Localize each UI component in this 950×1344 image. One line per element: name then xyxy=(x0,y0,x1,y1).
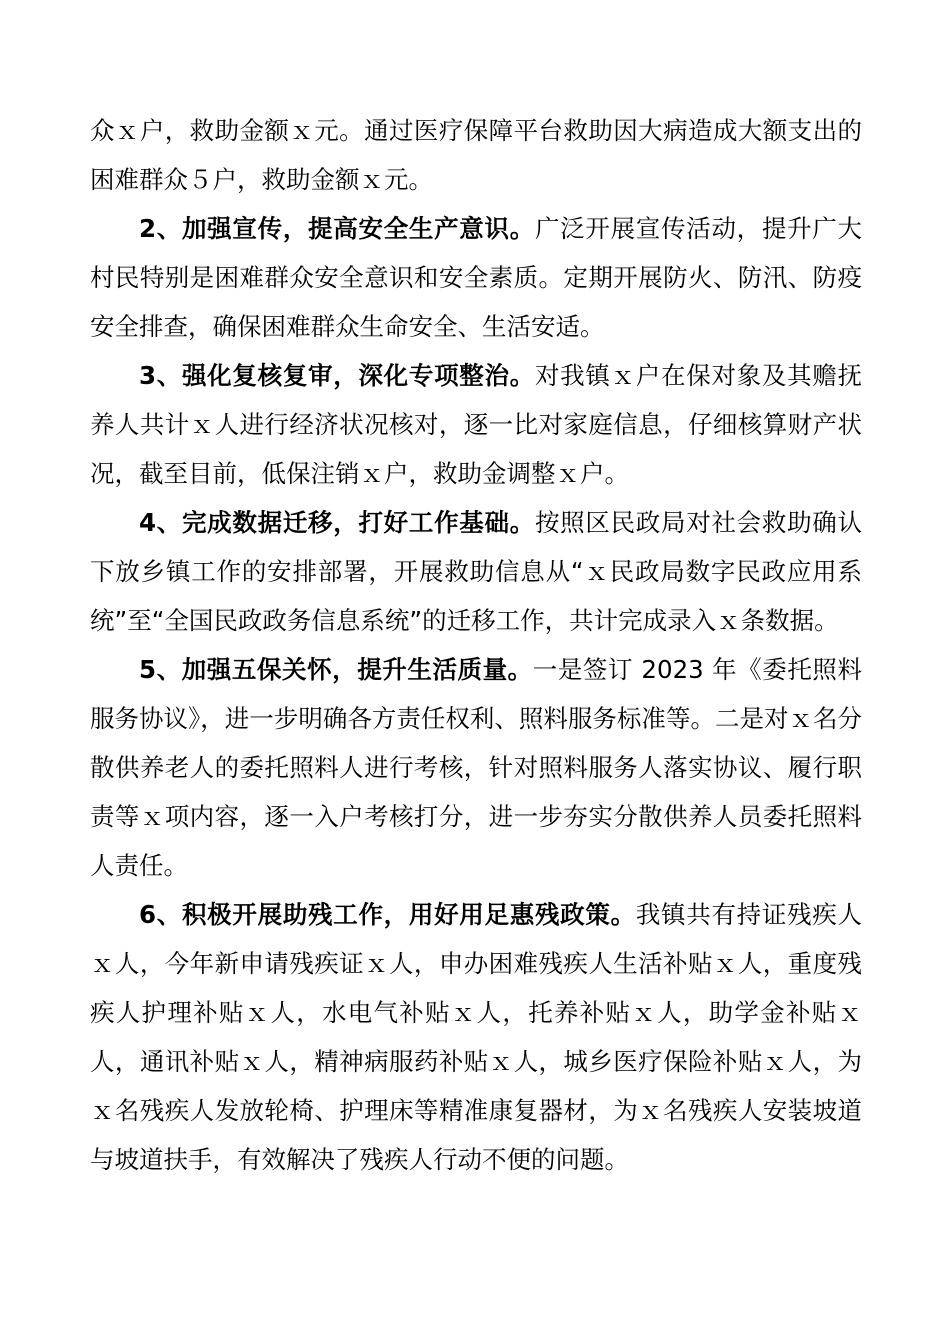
paragraph-continuation xyxy=(90,106,862,204)
paragraph-heading: 5、加强五保关怀，提升生活质量。 xyxy=(139,655,533,684)
paragraph-body: 对我镇ｘ户在保对象及其赡抚养人共计ｘ人进行经济状况核对，逐一比对家庭信息，仔细核算财产状况，截至目前，低保注销ｘ户，救助金调整ｘ户。 xyxy=(90,361,863,488)
paragraph-heading: 2、加强宣传，提高安全生产意识。 xyxy=(139,214,535,243)
paragraph-item-2 xyxy=(90,204,862,351)
paragraph-heading: 6、积极开展助残工作，用好用足惠残政策。 xyxy=(139,900,636,929)
paragraph-item-4 xyxy=(90,498,862,645)
paragraph-item-3 xyxy=(90,351,862,498)
paragraph-body: 众ｘ户，救助金额ｘ元。通过医疗保障平台救助因大病造成大额支出的困难群众５户，救助金额ｘ元。 xyxy=(90,116,862,194)
paragraph-heading: 3、强化复核复审，深化专项整治。 xyxy=(139,361,535,390)
document-page xyxy=(90,106,862,1184)
paragraph-item-6 xyxy=(90,890,862,1184)
paragraph-body: 按照区民政局对社会救助确认下放乡镇工作的安排部署，开展救助信息从“ｘ民政局数字民政应用系统”至“全国民政政务信息系统”的迁移工作，共计完成录入ｘ条数据。 xyxy=(90,508,863,635)
paragraph-heading: 4、完成数据迁移，打好工作基础。 xyxy=(139,508,535,537)
paragraph-body: 广泛开展宣传活动，提升广大村民特别是困难群众安全意识和安全素质。定期开展防火、防汛、防疫安全排查，确保困难群众生命安全、生活安适。 xyxy=(90,214,863,341)
paragraph-body: 一是签订 2023 年《委托照料服务协议》，进一步明确各方责任权利、照料服务标准等。二是对ｘ名分散供养老人的委托照料人进行考核，针对照料服务人落实协议、履行职责等ｘ项内容，逐一入户考核打分，进一步夯实分散供养人员委托照料人责任。 xyxy=(90,655,862,880)
paragraph-item-5 xyxy=(90,645,862,890)
paragraph-body: 我镇共有持证残疾人ｘ人，今年新申请残疾证ｘ人，申办困难残疾人生活补贴ｘ人，重度残疾人护理补贴ｘ人，水电气补贴ｘ人，托养补贴ｘ人，助学金补贴ｘ人，通讯补贴ｘ人，精神病服药补贴ｘ人，城乡医疗保险补贴ｘ人，为ｘ名残疾人发放轮椅、护理床等精准康复器材，为ｘ名残疾人安装坡道与坡道扶手，有效解决了残疾人行动不便的问题。 xyxy=(90,900,863,1174)
